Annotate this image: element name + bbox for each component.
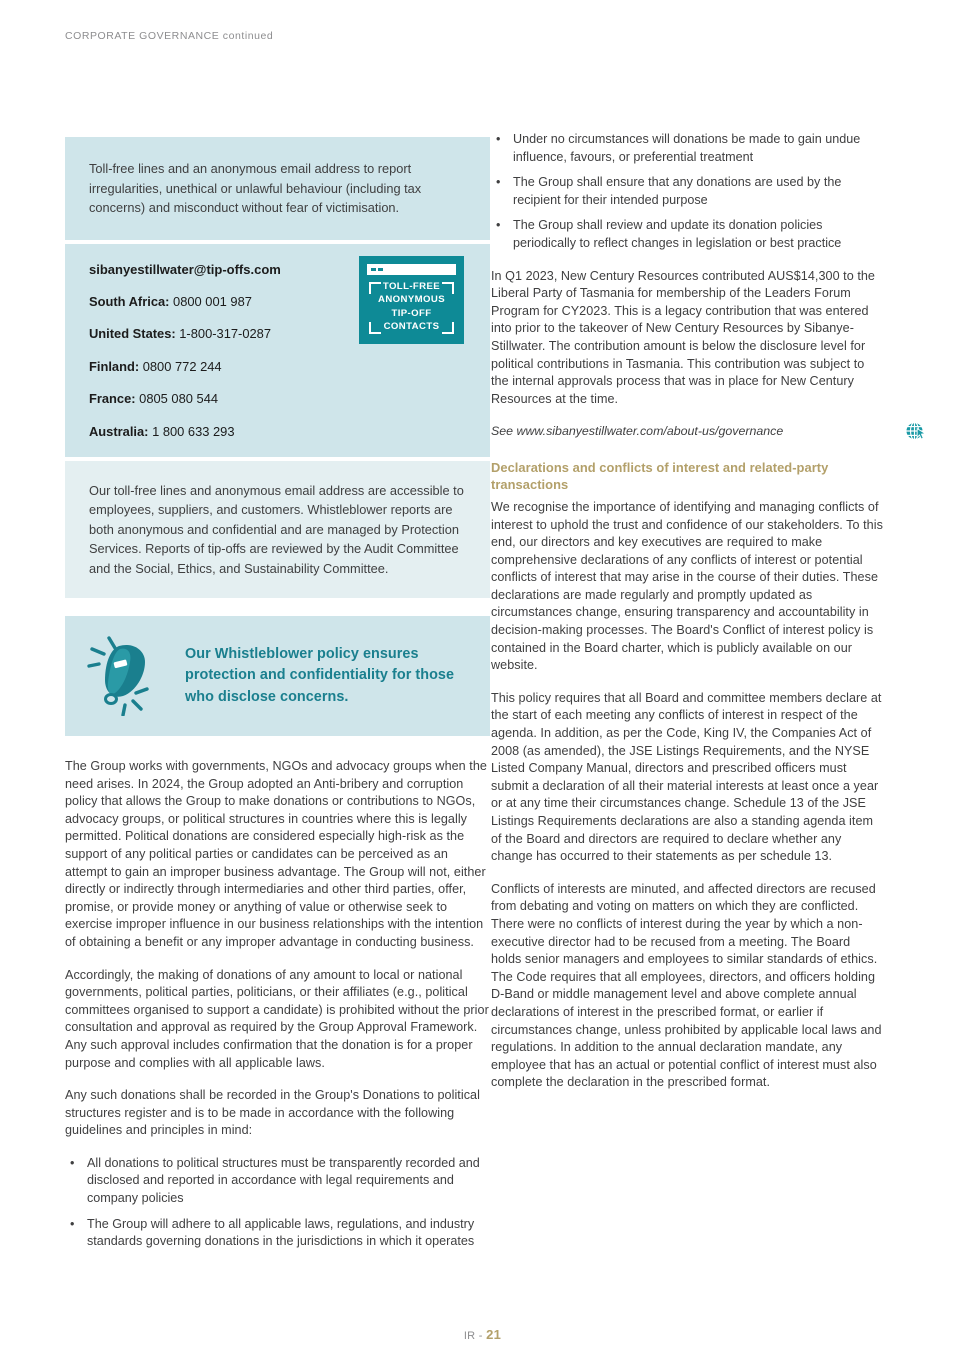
contact-label: France: xyxy=(89,391,136,406)
contact-row-united-states xyxy=(89,325,364,343)
left-bullet-item xyxy=(65,1155,490,1208)
right-bullet-item xyxy=(491,131,883,166)
bullet-dot-icon: • xyxy=(496,175,501,190)
badge-text xyxy=(359,280,464,334)
bullet-dot-icon: • xyxy=(70,1216,75,1231)
tollfree-intro-box xyxy=(65,137,490,240)
badge-line-2: ANONYMOUS xyxy=(377,294,446,305)
contact-number: 1-800-317-0287 xyxy=(179,326,272,341)
left-paragraph-2: Accordingly, the making of donations of any amount to local or national governments, political parties, politicians, or their affiliates (e.g., political committees organised to support a candidate) is prohibited without the prior consultation and approval as required by the Group Approval Framework. Any such approval includes confirmation that the donation is for a proper purpose and complies with all applicable laws. xyxy=(65,967,489,1070)
right-bullet-text: The Group shall ensure that any donations are used by the recipient for their intended purpose xyxy=(513,175,842,207)
contacts-box xyxy=(65,244,490,457)
right-bullet-text: Under no circumstances will donations be made to gain undue influence, favours, or preferential treatment xyxy=(513,132,861,164)
left-bullet-text: All donations to political structures must be transparently recorded and disclosed and reported in accordance with legal requirements and company policies xyxy=(87,1155,480,1206)
page-number: 21 xyxy=(486,1327,502,1342)
right-bullet-item xyxy=(491,217,883,252)
see-label: See xyxy=(491,424,517,439)
bullet-dot-icon: • xyxy=(496,218,501,233)
left-bullet-item xyxy=(65,1216,490,1251)
footer-prefix: IR - xyxy=(463,1330,487,1342)
running-head-title: CORPORATE GOVERNANCE xyxy=(65,30,220,42)
contact-row-finland xyxy=(89,358,364,376)
left-paragraph-1: The Group works with governments, NGOs and advocacy groups when the need arises. In 2024, the Group adopted an Anti-bribery and corruption policy that allows the Group to make donations or contributions to NGOs, advocacy groups, or political structures in countries where this is legally permitted. Political donations are considered especially high-risk as the support of any political parties or candidates can be perceived as an attempt to gain an improper business advantage. The Group will not, either directly or indirectly through intermediaries and other third parties, offer, promise, or provide money or anything of value or otherwise seek to exercise improper influence in our business relationships with the intention of obtaining a benefit or any improper advantage in conducting business. xyxy=(65,759,487,949)
right-bullet-item xyxy=(491,174,883,209)
left-bullet-text: The Group will adhere to all applicable laws, regulations, and industry standards governing donations in the jurisdictions in which it operates xyxy=(87,1216,475,1249)
left-bullet-list xyxy=(65,1155,490,1251)
right-bullet-list xyxy=(491,131,883,253)
section-heading: Declarations and conflicts of interest and related-party transactions xyxy=(491,459,829,492)
badge-line-3: TIP-OFF xyxy=(391,307,432,319)
contact-number: 0805 080 544 xyxy=(139,391,219,406)
accessibility-text: Our toll-free lines and anonymous email address are accessible to employees, suppliers, and customers. Whistleblower reports are both anonymous and confidential and are managed by Protection Services. Reports of tip-offs are reviewed by the Audit Committee and the Social, Ethics, and Sustainability Committee. xyxy=(89,482,464,576)
new-century-paragraph: In Q1 2023, New Century Resources contributed AUS$14,300 to the Liberal Party of Tasmania for membership of the Leaders Forum Program for CY2023. This is a legacy contribution that was entered into prior to the takeover of New Century Resources by Sibanye-Stillwater. The contribution amount is below the disclosure level for political contributions in Tasmania. This contribution was subject to the internal approvals process that was in place for New Century Resources at the time. xyxy=(491,268,875,406)
bullet-dot-icon: • xyxy=(496,132,501,146)
contact-label: Finland: xyxy=(89,358,140,374)
right-paragraph-3: Conflicts of interests are minuted, and affected directors are recused from debating and voting on matters on which they are conflicted. There were no conflicts of interest during the year by which a non-executive director had to be recused from a meeting. The Board holds senior managers and employees to similar standards of ethics. The Code requires that all employees, directors, and officers holding D-Band or middle management level and above complete annual declarations of interest in the prescribed format, or earlier if circumstances change, unless prohibited by applicable local laws and regulations. In addition to the annual declaration mandate, any employee that has an actual or potential conflict of interest must also complete the declaration in the prescribed format. xyxy=(491,881,882,1090)
whistleblower-callout xyxy=(65,616,490,736)
contact-label: South Africa: xyxy=(89,293,170,309)
tipoff-contacts-badge-icon xyxy=(359,256,464,344)
contact-label: Australia: xyxy=(89,423,149,439)
right-column xyxy=(491,131,883,1092)
contact-label: United States: xyxy=(89,326,176,341)
left-paragraph-3: Any such donations shall be recorded in the Group's Donations to political structures register and is to be made in accordance with the following guidelines and principles in mind: xyxy=(65,1088,480,1138)
right-paragraph-2: This policy requires that all Board and committee members declare at the start of each meeting any conflicts of interest in respect of the agenda. In addition, as per the Code, King IV, the Companies Act of 2008 (as amended), the JSE Listings Requirements, and the NYSE Listed Company Manual, directors and prescribed officers must submit a declaration of all their material interests at least once a year or at any time their circumstances change. Schedule 13 of the JSE Listings Requirements declarations are also a standing agenda item of the Board and directors are required to declare whether any change has occurred to their statements as per schedule 13. xyxy=(491,690,882,864)
running-head xyxy=(65,30,273,42)
contact-row-france xyxy=(89,390,364,408)
governance-reference xyxy=(491,423,883,441)
tipoff-email[interactable]: sibanyestillwater@tip-offs.com xyxy=(89,261,281,277)
contact-list xyxy=(89,262,364,441)
whistle-ring-icon xyxy=(106,695,117,704)
globe-icon xyxy=(904,420,928,444)
whistle-icon xyxy=(87,636,175,716)
badge-titlebar-icon xyxy=(367,264,456,275)
right-bullet-text: The Group shall review and update its donation policies periodically to reflect changes in legislation or best practice xyxy=(513,218,842,250)
contact-row-south-africa xyxy=(89,293,364,311)
badge-line-1: TOLL-FREE xyxy=(382,280,441,292)
contact-number: 0800 772 244 xyxy=(142,358,222,374)
accessibility-box xyxy=(65,461,490,599)
page-footer xyxy=(0,1327,965,1342)
right-paragraph-1: We recognise the importance of identifying and managing conflicts of interest to uphold the trust and confidence of our stakeholders. To this end, our directors and key executives are required to make comprehensive declarations of any conflicts of interest or potential conflicts of interest that may arise in the course of their duties. These declarations are made regularly and promptly updated as circumstances change, ensuring transparency and accountability in decision-making processes. The Board's Conflict of interest policy is contained in the Board charter, which is publicly available on our website. xyxy=(491,499,883,673)
bullet-dot-icon: • xyxy=(70,1155,75,1170)
whistleblower-callout-text: Our Whistleblower policy ensures protection and confidentiality for those who disclose concerns. xyxy=(185,645,455,705)
badge-line-4: CONTACTS xyxy=(383,321,440,332)
contact-number: 0800 001 987 xyxy=(173,293,252,309)
tollfree-intro-text: Toll-free lines and an anonymous email address to report irregularities, unethical or unlawful behaviour (including tax concerns) and misconduct without fear of victimisation. xyxy=(89,161,422,215)
left-column xyxy=(65,137,490,1266)
contact-row-australia xyxy=(89,423,364,441)
contact-number: 1 800 633 293 xyxy=(152,423,235,439)
governance-url[interactable]: www.sibanyestillwater.com/about-us/governance xyxy=(516,424,784,439)
running-head-continued: continued xyxy=(222,30,274,42)
